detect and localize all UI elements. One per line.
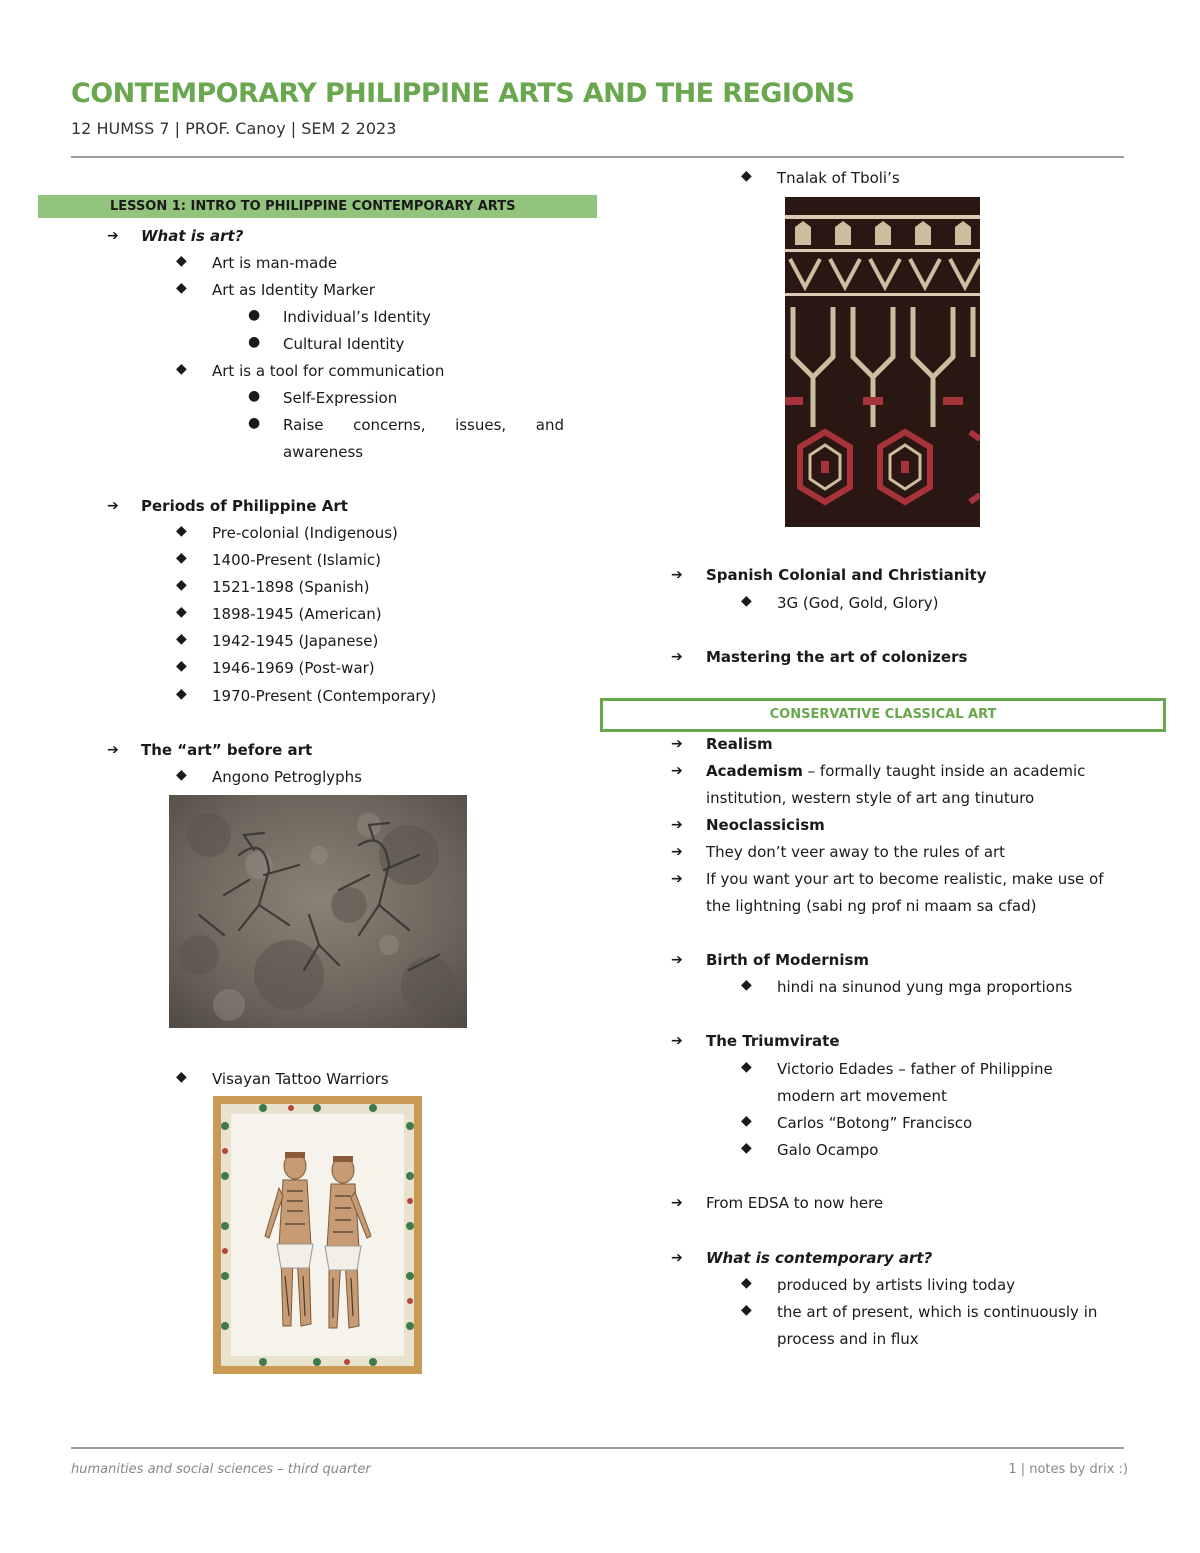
list-item: Carlos “Botong” Francisco bbox=[777, 1114, 973, 1132]
visayan-tattoo-warriors-image bbox=[213, 1096, 422, 1374]
academism-item bbox=[706, 761, 1085, 781]
arrow-icon bbox=[107, 498, 119, 514]
period-item: 1400-Present (Islamic) bbox=[212, 551, 381, 569]
diamond-icon: ◆ bbox=[176, 361, 187, 377]
academism-description: – formally taught inside an academic bbox=[802, 762, 1086, 780]
diamond-icon: ◆ bbox=[741, 593, 752, 609]
arrow-icon bbox=[671, 763, 683, 779]
period-item: 1898-1945 (American) bbox=[212, 605, 382, 623]
arrow-icon bbox=[671, 871, 683, 887]
triumvirate-heading: The Triumvirate bbox=[706, 1032, 840, 1050]
diamond-icon: ◆ bbox=[741, 977, 752, 993]
diamond-icon: ◆ bbox=[741, 168, 752, 184]
list-item: Art is man-made bbox=[212, 254, 338, 272]
art-before-art-heading: The “art” before art bbox=[141, 741, 313, 759]
footer-course: humanities and social sciences – third quarter bbox=[71, 1462, 371, 1477]
diamond-icon: ◆ bbox=[176, 604, 187, 620]
bullet-icon: ● bbox=[248, 334, 261, 350]
page-subtitle: 12 HUMSS 7 | PROF. Canoy | SEM 2 2023 bbox=[71, 119, 397, 138]
diamond-icon: ◆ bbox=[176, 767, 187, 783]
bullet-icon: ● bbox=[248, 415, 261, 431]
arrow-icon bbox=[671, 649, 683, 665]
diamond-icon: ◆ bbox=[176, 577, 187, 593]
list-item: hindi na sinunod yung mga proportions bbox=[777, 978, 1073, 996]
classical-art-header: CONSERVATIVE CLASSICAL ART bbox=[600, 698, 1166, 732]
bullet-icon: ● bbox=[248, 307, 261, 323]
diamond-icon: ◆ bbox=[741, 1059, 752, 1075]
period-item: 1946-1969 (Post-war) bbox=[212, 659, 375, 677]
footer-page-number: 1 | notes by drix :) bbox=[1008, 1462, 1128, 1477]
arrow-icon bbox=[671, 817, 683, 833]
list-item-continuation: awareness bbox=[283, 443, 364, 461]
diamond-icon: ◆ bbox=[176, 253, 187, 269]
list-item: Self-Expression bbox=[283, 389, 398, 407]
neoclassicism-item: Neoclassicism bbox=[706, 816, 825, 834]
list-item: Angono Petroglyphs bbox=[212, 768, 362, 786]
list-item-continuation: modern art movement bbox=[777, 1087, 947, 1105]
period-item: 1521-1898 (Spanish) bbox=[212, 578, 370, 596]
diamond-icon: ◆ bbox=[176, 631, 187, 647]
diamond-icon: ◆ bbox=[176, 523, 187, 539]
word: and bbox=[535, 416, 564, 434]
spanish-heading: Spanish Colonial and Christianity bbox=[706, 566, 987, 584]
diamond-icon: ◆ bbox=[741, 1302, 752, 1318]
period-item: 1942-1945 (Japanese) bbox=[212, 632, 379, 650]
footer-divider bbox=[71, 1447, 1124, 1449]
list-item: Visayan Tattoo Warriors bbox=[212, 1070, 389, 1088]
diamond-icon: ◆ bbox=[176, 658, 187, 674]
arrow-icon bbox=[671, 1033, 683, 1049]
mastering-heading: Mastering the art of colonizers bbox=[706, 648, 968, 666]
list-item: 3G (God, Gold, Glory) bbox=[777, 594, 939, 612]
arrow-icon bbox=[107, 228, 119, 244]
period-item: Pre-colonial (Indigenous) bbox=[212, 524, 398, 542]
word: issues, bbox=[455, 416, 507, 434]
diamond-icon: ◆ bbox=[741, 1113, 752, 1129]
page-title: CONTEMPORARY PHILIPPINE ARTS AND THE REGIONS bbox=[71, 78, 855, 109]
arrow-icon bbox=[671, 736, 683, 752]
arrow-icon bbox=[671, 1250, 683, 1266]
list-item-continuation: the lightning (sabi ng prof ni maam sa cfad) bbox=[706, 897, 1037, 915]
arrow-icon bbox=[671, 952, 683, 968]
arrow-icon bbox=[671, 567, 683, 583]
diamond-icon: ◆ bbox=[741, 1140, 752, 1156]
lesson-header: LESSON 1: INTRO TO PHILIPPINE CONTEMPORARY ARTS bbox=[38, 195, 597, 218]
list-item: From EDSA to now here bbox=[706, 1194, 884, 1212]
list-item: Individual’s Identity bbox=[283, 308, 431, 326]
list-item: If you want your art to become realistic, make use of bbox=[706, 870, 1104, 888]
list-item: Cultural Identity bbox=[283, 335, 405, 353]
list-item-continuation: process and in flux bbox=[777, 1330, 919, 1348]
arrow-icon bbox=[107, 742, 119, 758]
academism-term: Academism bbox=[706, 762, 803, 780]
arrow-icon bbox=[671, 844, 683, 860]
header-divider bbox=[71, 156, 1124, 158]
diamond-icon: ◆ bbox=[176, 280, 187, 296]
raise-concerns-line bbox=[283, 415, 564, 435]
period-item: 1970-Present (Contemporary) bbox=[212, 687, 437, 705]
list-item: Art as Identity Marker bbox=[212, 281, 375, 299]
contemporary-heading: What is contemporary art? bbox=[706, 1249, 933, 1267]
bullet-icon: ● bbox=[248, 388, 261, 404]
tnalak-textile-image bbox=[785, 197, 980, 527]
word: Raise bbox=[283, 416, 324, 434]
what-is-art-heading: What is art? bbox=[141, 227, 244, 245]
angono-petroglyphs-image bbox=[169, 795, 467, 1028]
diamond-icon: ◆ bbox=[741, 1275, 752, 1291]
list-item: They don’t veer away to the rules of art bbox=[706, 843, 1006, 861]
modernism-heading: Birth of Modernism bbox=[706, 951, 870, 969]
list-item: Art is a tool for communication bbox=[212, 362, 445, 380]
diamond-icon: ◆ bbox=[176, 1069, 187, 1085]
word: concerns, bbox=[353, 416, 426, 434]
list-item: Galo Ocampo bbox=[777, 1141, 879, 1159]
realism-item: Realism bbox=[706, 735, 773, 753]
list-item: the art of present, which is continuously in bbox=[777, 1303, 1098, 1321]
arrow-icon bbox=[671, 1195, 683, 1211]
periods-heading: Periods of Philippine Art bbox=[141, 497, 348, 515]
academism-continuation: institution, western style of art ang tinuturo bbox=[706, 789, 1035, 807]
diamond-icon: ◆ bbox=[176, 686, 187, 702]
list-item: Victorio Edades – father of Philippine bbox=[777, 1060, 1053, 1078]
diamond-icon: ◆ bbox=[176, 550, 187, 566]
list-item: produced by artists living today bbox=[777, 1276, 1016, 1294]
list-item: Tnalak of Tboli’s bbox=[777, 169, 900, 187]
